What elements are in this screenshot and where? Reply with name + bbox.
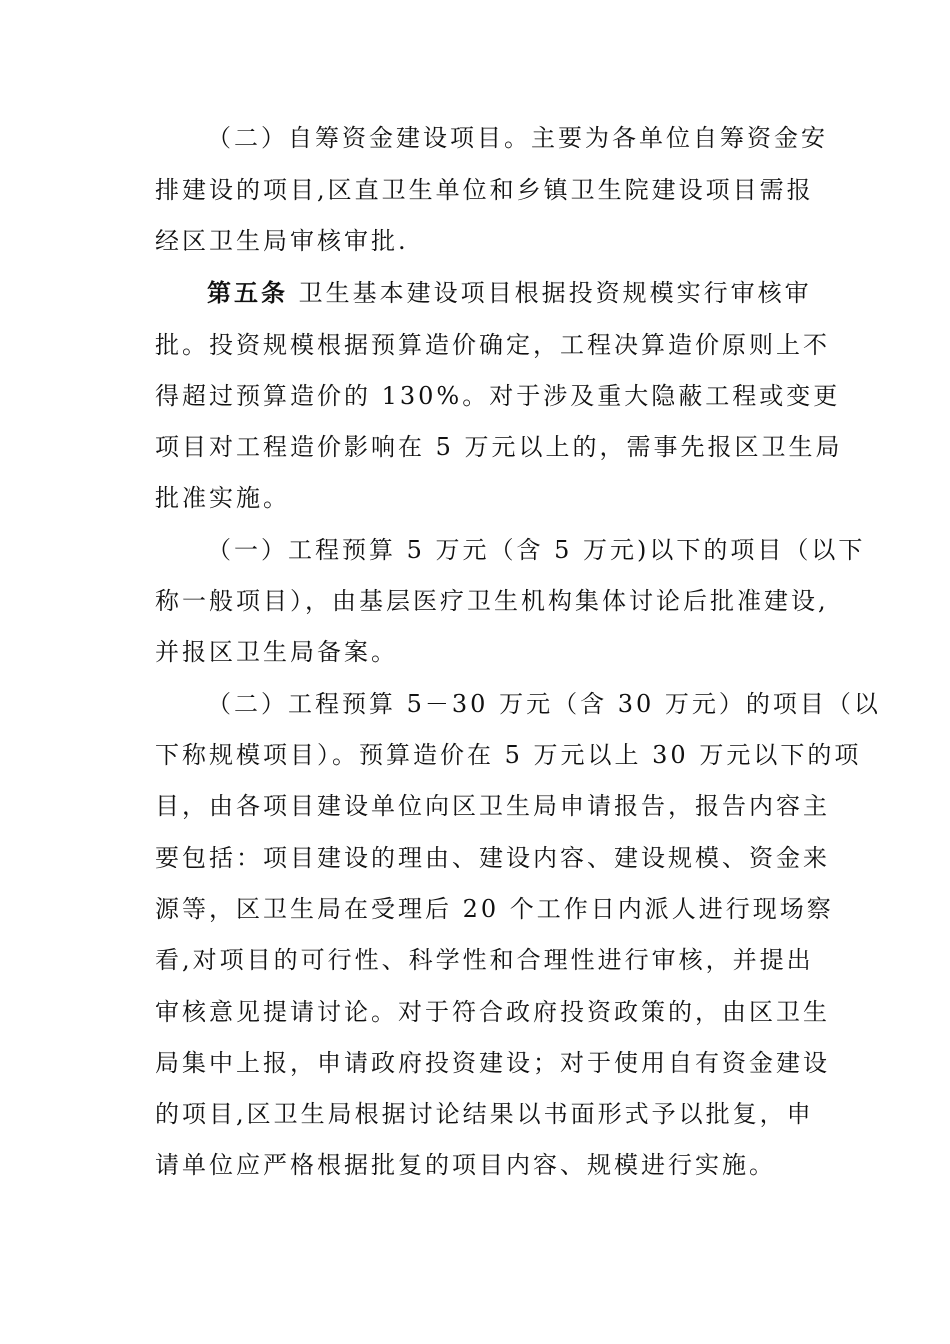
para1-line2: 排建设的项目,区直卫生单位和乡镇卫生院建设项目需报 [155, 176, 814, 204]
para3-line2: 称一般项目），由基层医疗卫生机构集体讨论后批准建设, [155, 587, 829, 615]
para3-line1: （一）工程预算 5 万元（含 5 万元)以下的项目（以下 [207, 536, 866, 564]
para4-line2: 下称规模项目）。预算造价在 5 万元以上 30 万元以下的项 [155, 741, 862, 769]
para4-line5: 源等，区卫生局在受理后 20 个工作日内派人进行现场察 [155, 895, 834, 923]
article-heading: 第五条 [207, 278, 288, 307]
para2-line1-text: 卫生基本建设项目根据投资规模实行审核审 [288, 279, 812, 307]
para2-line2: 批。投资规模根据预算造价确定，工程决算造价原则上不 [155, 331, 830, 359]
para4-line6: 看,对项目的可行性、科学性和合理性进行审核，并提出 [155, 946, 814, 974]
para3-line3: 并报区卫生局备案。 [155, 638, 398, 666]
para2-line1 [207, 278, 812, 308]
para2-line5: 批准实施。 [155, 484, 290, 512]
para4-line1: （二）工程预算 5－30 万元（含 30 万元）的项目（以 [207, 690, 881, 718]
para4-line7: 审核意见提请讨论。对于符合政府投资政策的，由区卫生 [155, 998, 830, 1026]
para1-line1: （二）自筹资金建设项目。主要为各单位自筹资金安 [207, 124, 828, 152]
para4-line4: 要包括：项目建设的理由、建设内容、建设规模、资金来 [155, 844, 830, 872]
para2-line4: 项目对工程造价影响在 5 万元以上的，需事先报区卫生局 [155, 433, 843, 461]
para2-line3: 得超过预算造价的 130%。对于涉及重大隐蔽工程或变更 [155, 382, 841, 410]
para1-line3: 经区卫生局审核审批. [155, 227, 409, 255]
para4-line3: 目，由各项目建设单位向区卫生局申请报告，报告内容主 [155, 792, 830, 820]
para4-line9: 的项目,区卫生局根据讨论结果以书面形式予以批复，申 [155, 1100, 814, 1128]
para4-line10: 请单位应严格根据批复的项目内容、规模进行实施。 [155, 1151, 776, 1179]
para4-line8: 局集中上报，申请政府投资建设；对于使用自有资金建设 [155, 1049, 830, 1077]
